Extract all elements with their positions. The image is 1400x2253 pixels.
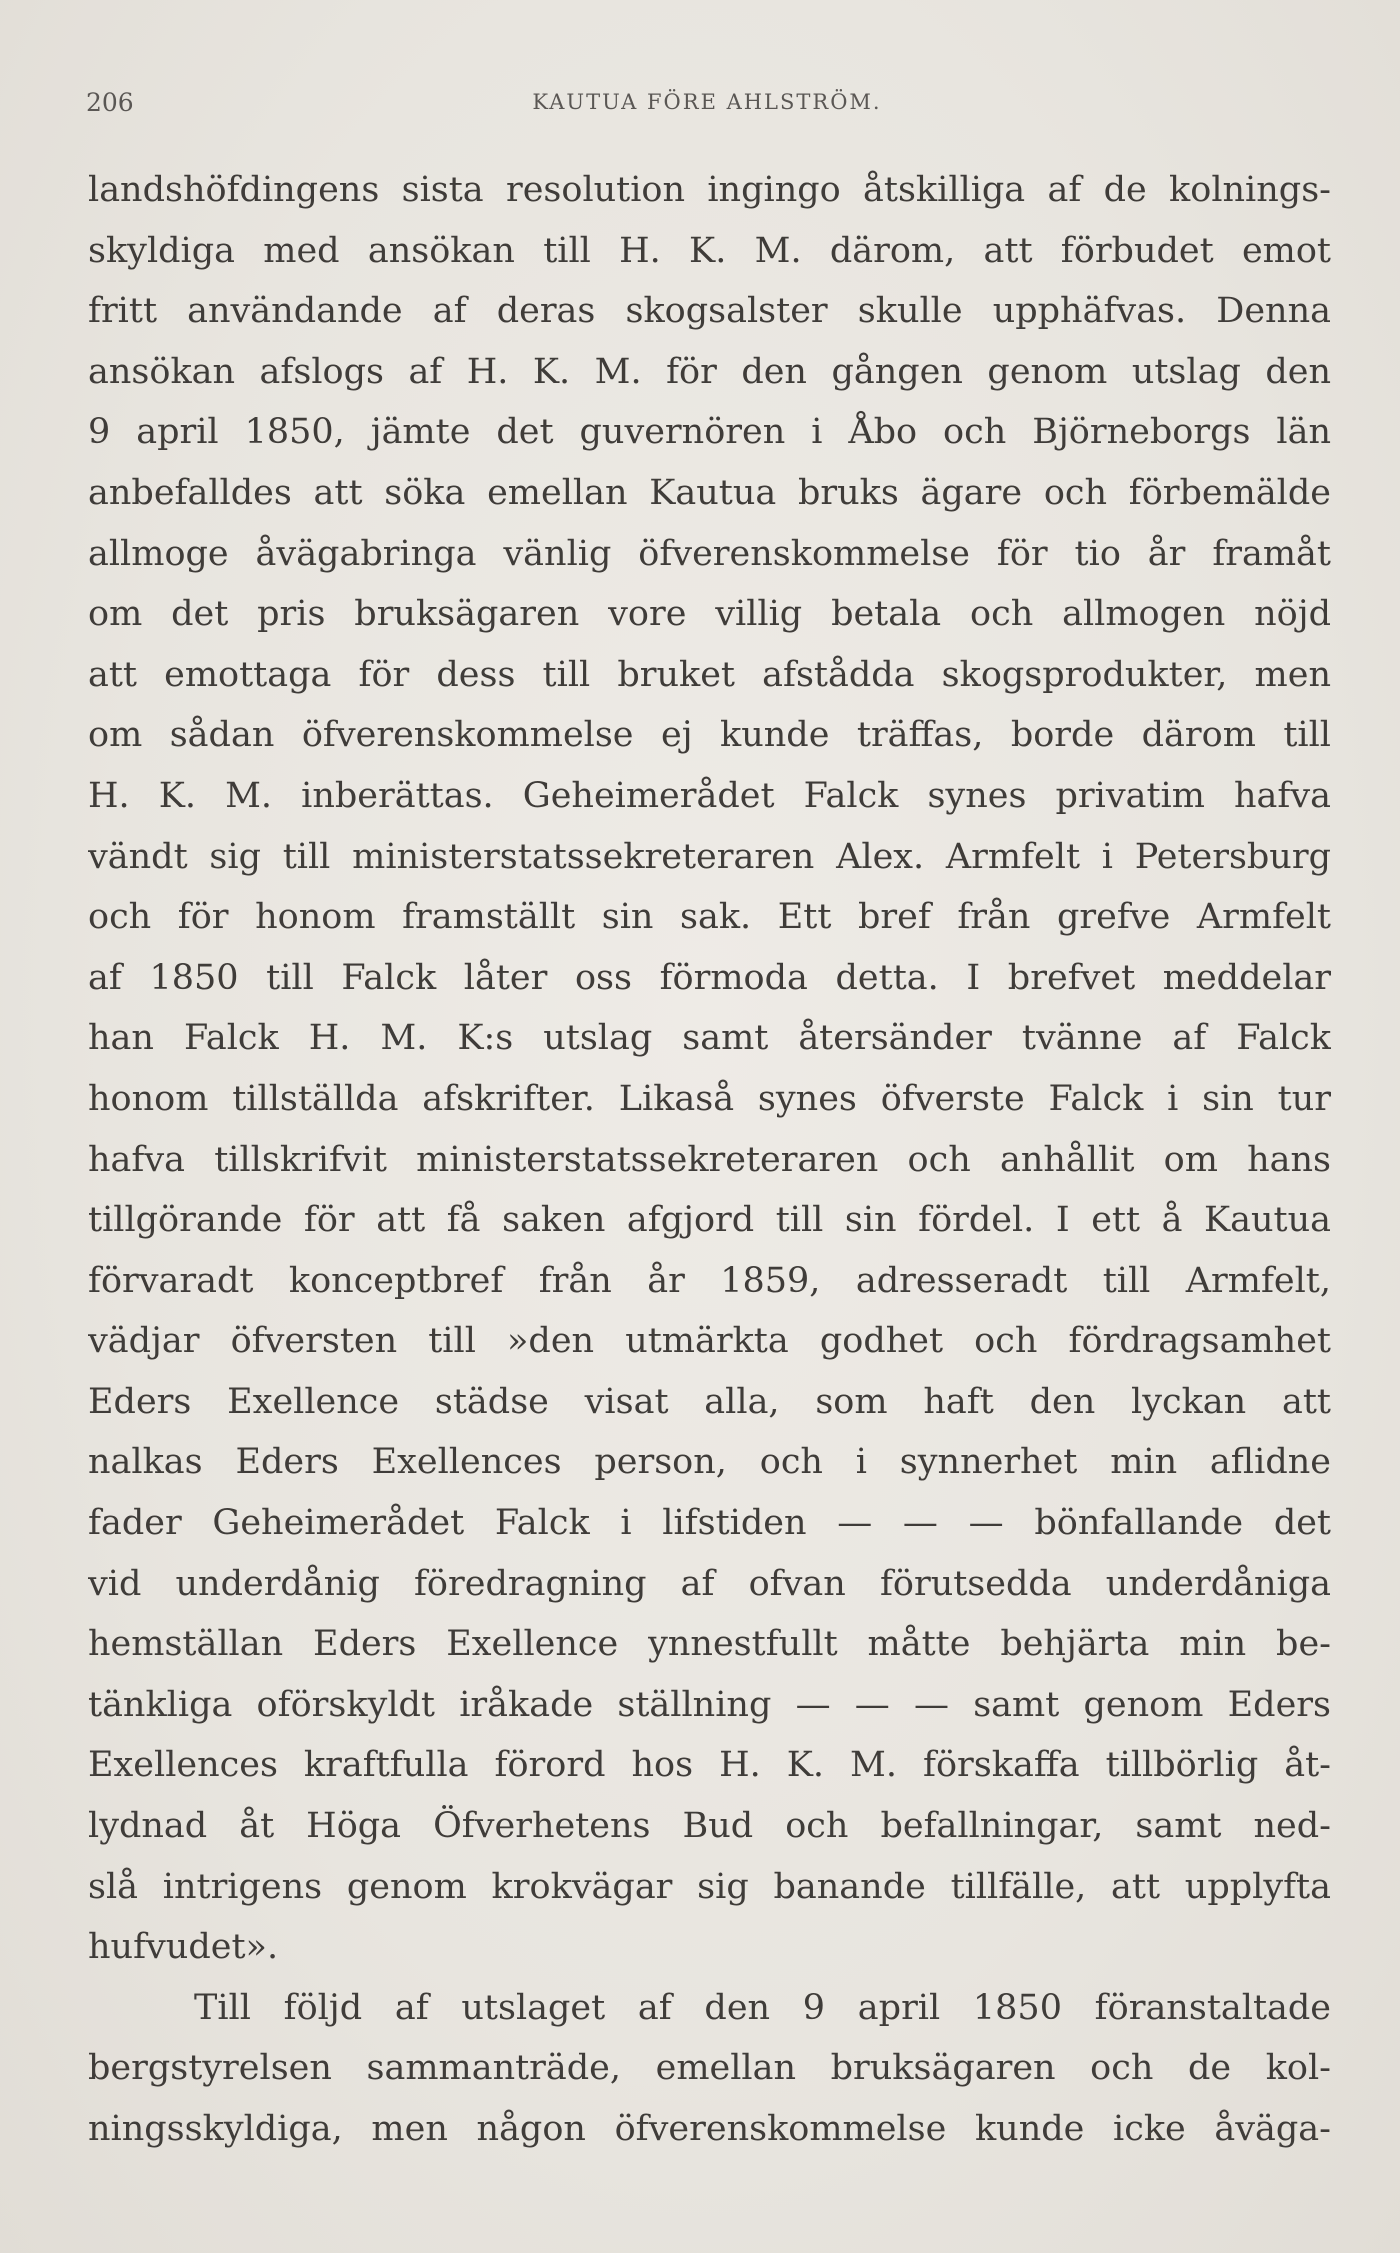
text-line: och för honom framställt sin sak. Ett bref från grefve Armfelt [88, 897, 1331, 938]
body-text [88, 160, 1331, 2160]
text-line: hufvudet». [88, 1927, 279, 1968]
text-line: Exellences kraftfulla förord hos H. K. M. förskaffa tillbörlig åt- [88, 1745, 1331, 1786]
text-line: honom tillställda afskrifter. Likaså synes öfverste Falck i sin tur [88, 1078, 1331, 1119]
page-header [86, 88, 1328, 124]
text-line: han Falck H. M. K:s utslag samt återsänder tvänne af Falck [88, 1018, 1331, 1059]
text-line: af 1850 till Falck låter oss förmoda detta. I brefvet meddelar [88, 957, 1331, 998]
text-line: 9 april 1850, jämte det guvernören i Åbo och Björneborgs län [88, 412, 1331, 453]
text-line: anbefalldes att söka emellan Kautua bruks ägare och förbemälde [88, 472, 1331, 513]
text-line: att emottaga för dess till bruket afstådda skogsprodukter, men [88, 654, 1331, 695]
text-line: nalkas Eders Exellences person, och i synnerhet min aflidne [88, 1442, 1331, 1483]
text-line: allmoge åvägabringa vänlig öfverenskommelse för tio år framåt [88, 533, 1331, 574]
text-line: om sådan öfverenskommelse ej kunde träffas, borde därom till [88, 715, 1331, 756]
text-line: Eders Exellence städse visat alla, som haft den lyckan att [88, 1381, 1331, 1422]
text-line: ansökan afslogs af H. K. M. för den gången genom utslag den [88, 351, 1331, 392]
text-line: förvaradt konceptbref från år 1859, adresseradt till Armfelt, [88, 1260, 1331, 1301]
running-head: KAUTUA FÖRE AHLSTRÖM. [532, 90, 882, 114]
text-line: om det pris bruksägaren vore villig betala och allmogen nöjd [88, 594, 1331, 635]
text-line: lydnad åt Höga Öfverhetens Bud och befallningar, samt ned- [88, 1806, 1331, 1847]
text-line: slå intrigens genom krokvägar sig banande tillfälle, att upplyfta [88, 1866, 1331, 1907]
text-line: hemställan Eders Exellence ynnestfullt måtte behjärta min be- [88, 1624, 1331, 1665]
paragraph-first-line: Till följd af utslaget af den 9 april 1850 föranstaltade [194, 1987, 1331, 2028]
text-line: fritt användande af deras skogsalster skulle upphäfvas. Denna [88, 291, 1331, 332]
page-number: 206 [86, 88, 134, 117]
text-line: vid underdånig föredragning af ofvan förutsedda underdåniga [88, 1563, 1331, 1604]
text-line: tillgörande för att få saken afgjord till sin fördel. I ett å Kautua [88, 1200, 1331, 1241]
text-line: vädjar öfversten till »den utmärkta godhet och fördragsamhet [88, 1321, 1331, 1362]
text-line: tänkliga oförskyldt iråkade ställning — — — samt genom Eders [88, 1684, 1331, 1725]
text-line: vändt sig till ministerstatssekreteraren Alex. Armfelt i Petersburg [88, 836, 1331, 877]
text-line: landshöfdingens sista resolution ingingo åtskilliga af de kolnings- [88, 170, 1331, 210]
text-line: bergstyrelsen sammanträde, emellan bruksägaren och de kol- [88, 2048, 1331, 2089]
text-line: fader Geheimerådet Falck i lifstiden — — — bönfallande det [88, 1503, 1331, 1544]
text-line: skyldiga med ansökan till H. K. M. därom, att förbudet emot [88, 230, 1331, 271]
text-line: H. K. M. inberättas. Geheimerådet Falck synes privatim hafva [88, 775, 1331, 816]
text-line: hafva tillskrifvit ministerstatssekreteraren och anhållit om hans [88, 1139, 1331, 1180]
text-line: ningsskyldiga, men någon öfverenskommelse kunde icke åväga- [88, 2109, 1331, 2149]
